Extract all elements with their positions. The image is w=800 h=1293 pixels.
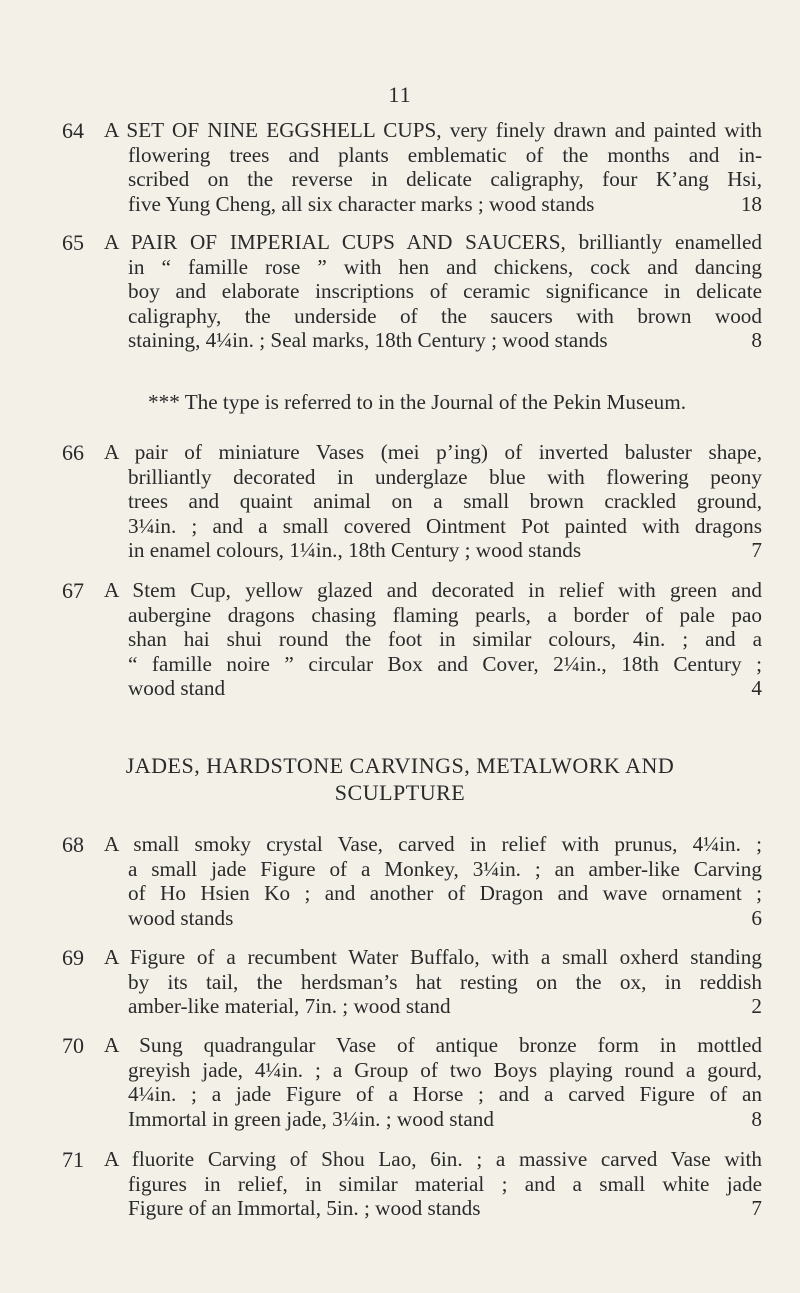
lot-line — [104, 192, 762, 217]
section-heading — [0, 752, 800, 806]
lot-line: greyish jade, 4¼in. ; a Group of two Boys playing round a gourd, — [128, 1057, 762, 1082]
lot-line: scribed on the reverse in delicate caligraphy, four K’ang Hsi, — [128, 167, 762, 192]
lot-line-text: Immortal in green jade, 3¼in. ; wood stand — [128, 1106, 494, 1131]
lot-line — [104, 1196, 762, 1221]
lot-number: 69 — [62, 945, 84, 970]
lot-line: A SET OF NINE EGGSHELL CUPS, very finely drawn and painted with — [104, 118, 762, 142]
lot-number: 66 — [62, 440, 84, 465]
lot-line: A small smoky crystal Vase, carved in relief with prunus, 4¼in. ; — [104, 832, 762, 856]
lot-line: A Figure of a recumbent Water Buffalo, with a small oxherd standing — [104, 945, 762, 969]
lot-line: A pair of miniature Vases (mei p’ing) of inverted baluster shape, — [104, 440, 762, 464]
lot-description — [104, 230, 762, 353]
lot-description — [104, 1033, 762, 1131]
section-heading-line: JADES, HARDSTONE CARVINGS, METALWORK AND — [125, 753, 675, 778]
lot-line — [104, 676, 762, 701]
section-heading-line: SCULPTURE — [334, 780, 466, 805]
lot-line: boy and elaborate inscriptions of ceramic significance in delicate — [128, 279, 762, 304]
footnote: *** The type is referred to in the Journal of the Pekin Museum. — [148, 390, 687, 414]
lot-line: shan hai shui round the foot in similar colours, 4in. ; and a — [128, 627, 762, 652]
lot-number: 64 — [62, 118, 84, 143]
lot-line: a small jade Figure of a Monkey, 3¼in. ; an amber-like Carving — [128, 856, 762, 881]
lot-line: figures in relief, in similar material ; and a small white jade — [128, 1171, 762, 1196]
lot-quantity: 4 — [751, 676, 762, 701]
lot-description — [104, 1147, 762, 1221]
lot-line: A PAIR OF IMPERIAL CUPS AND SAUCERS, brilliantly enamelled — [104, 230, 762, 254]
lot-quantity: 7 — [751, 1196, 762, 1221]
lot-line-text: wood stands — [128, 905, 234, 930]
lot-quantity: 8 — [751, 328, 762, 353]
lot-number: 71 — [62, 1147, 84, 1172]
lot-line: caligraphy, the underside of the saucers with brown wood — [128, 303, 762, 328]
lot-line-text: in enamel colours, 1¼in., 18th Century ; wood stands — [128, 538, 582, 563]
lot-quantity: 7 — [751, 538, 762, 563]
lot-description — [104, 945, 762, 1019]
lot-line — [104, 328, 762, 353]
lot-line: 4¼in. ; a jade Figure of a Horse ; and a carved Figure of an — [128, 1082, 762, 1107]
lot-line-text: amber-like material, 7in. ; wood stand — [128, 994, 451, 1019]
lot-line: trees and quaint animal on a small brown crackled ground, — [128, 489, 762, 514]
lot-number: 65 — [62, 230, 84, 255]
lot-line — [104, 538, 762, 563]
lot-quantity: 8 — [751, 1106, 762, 1131]
lot-description — [104, 578, 762, 701]
lot-line-text: staining, 4¼in. ; Seal marks, 18th Century ; wood stands — [128, 328, 608, 353]
lot-line: flowering trees and plants emblematic of the months and in- — [128, 142, 762, 167]
lot-line: aubergine dragons chasing flaming pearls, a border of pale pao — [128, 602, 762, 627]
lot-description — [104, 118, 762, 216]
lot-line: in “ famille rose ” with hen and chickens, cock and dancing — [128, 254, 762, 279]
lot-line-text: Figure of an Immortal, 5in. ; wood stands — [128, 1196, 481, 1221]
lot-line: A fluorite Carving of Shou Lao, 6in. ; a massive carved Vase with — [104, 1147, 762, 1171]
lot-quantity: 2 — [751, 994, 762, 1019]
lot-line — [104, 994, 762, 1019]
lot-line: A Sung quadrangular Vase of antique bronze form in mottled — [104, 1033, 762, 1057]
lot-quantity: 6 — [751, 905, 762, 930]
lot-line: “ famille noire ” circular Box and Cover, 2¼in., 18th Century ; — [128, 651, 762, 676]
lot-description — [104, 832, 762, 930]
lot-line: 3¼in. ; and a small covered Ointment Pot painted with dragons — [128, 513, 762, 538]
lot-description — [104, 440, 762, 563]
lot-line-text: five Yung Cheng, all six character marks ; wood stands — [128, 191, 595, 216]
lot-line-text: wood stand — [128, 676, 226, 701]
lot-number: 67 — [62, 578, 84, 603]
lot-line: A Stem Cup, yellow glazed and decorated in relief with green and — [104, 578, 762, 602]
lot-line — [104, 1107, 762, 1132]
lot-line: of Ho Hsien Ko ; and another of Dragon and wave ornament ; — [128, 881, 762, 906]
lot-quantity: 18 — [740, 191, 762, 216]
lot-number: 70 — [62, 1033, 84, 1058]
lot-line: by its tail, the herdsman’s hat resting on the ox, in reddish — [128, 969, 762, 994]
page-number: 11 — [388, 82, 412, 107]
lot-line — [104, 906, 762, 931]
lot-line: brilliantly decorated in underglaze blue with flowering peony — [128, 464, 762, 489]
lot-number: 68 — [62, 832, 84, 857]
